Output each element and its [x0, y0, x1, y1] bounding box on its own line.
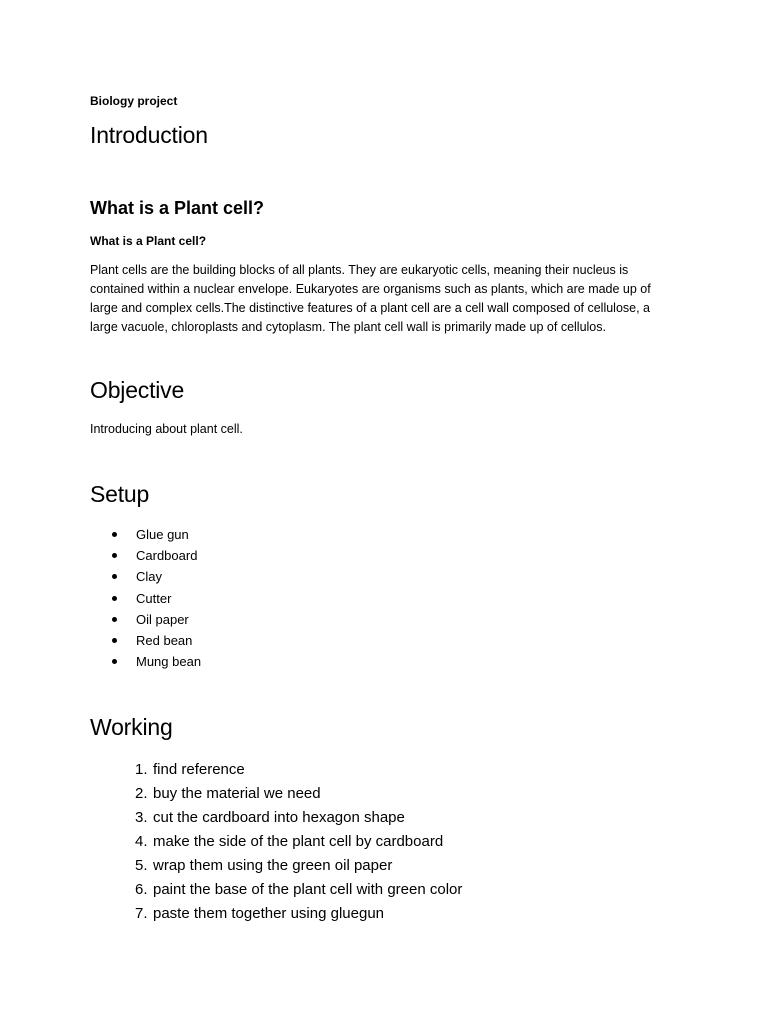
paragraph-line: large and complex cells.The distinctive features of a plant cell are a cell wall composed of cellulose, a	[90, 301, 651, 315]
working-step: 2. buy the material we need	[135, 785, 321, 802]
bullet-icon	[112, 617, 117, 622]
plant-cell-subheading: What is a Plant cell?	[90, 198, 265, 218]
bullet-icon	[112, 659, 117, 664]
working-step: 5. wrap them using the green oil paper	[135, 857, 393, 874]
paragraph-line: large vacuole, chloroplasts and cytoplasm. The plant cell wall is primarily made up of cellulos.	[90, 320, 606, 334]
working-step: 1. find reference	[135, 761, 245, 778]
bullet-icon	[112, 638, 117, 643]
document-page: Biology project Introduction What is a Plant cell? What is a Plant cell? Plant cells are the building blocks of all plants. They are eukaryotic cells, meaning their nucleus is contained within a nuclear envelope. Eukaryotes are organisms such as plants, which are made up of large and complex cells.The distinctive features of a plant cell are a cell wall composed of cellulose, a large vacuole, chloroplasts and cytoplasm. The plant cell wall is primarily made up of cellulos. Objective Introducing about plant cell. Setup Glue gun Cardboard Clay Cutter Oil paper Red bean Mung bean Working 1. find reference 2. buy the material we need 3. cut the cardboard into hexagon shape 4. make the side of the plant cell by cardboard 5. wrap them using the green oil paper 6. paint the base of the plant cell with green color 7. paste them together using gluegun	[0, 0, 768, 1024]
paragraph-line: contained within a nuclear envelope. Eukaryotes are organisms such as plants, which are made up of	[90, 282, 651, 296]
introduction-heading: Introduction	[90, 122, 208, 148]
plant-cell-paragraph	[90, 261, 670, 337]
working-heading: Working	[90, 714, 173, 740]
bullet-icon	[112, 532, 117, 537]
bullet-icon	[112, 596, 117, 601]
working-step: 7. paste them together using gluegun	[135, 905, 384, 922]
objective-text: Introducing about plant cell.	[90, 422, 243, 436]
setup-heading: Setup	[90, 481, 150, 507]
paragraph-line: Plant cells are the building blocks of all plants. They are eukaryotic cells, meaning their nucleus is	[90, 263, 629, 277]
working-step: 4. make the side of the plant cell by cardboard	[135, 833, 444, 850]
working-step: 3. cut the cardboard into hexagon shape	[135, 809, 405, 826]
bullet-icon	[112, 553, 117, 558]
document-label: Biology project	[90, 94, 178, 108]
bullet-icon	[112, 574, 117, 579]
objective-heading: Objective	[90, 377, 185, 403]
working-step: 6. paint the base of the plant cell with green color	[135, 881, 463, 898]
working-steps-list	[135, 758, 462, 926]
plant-cell-minor-heading: What is a Plant cell?	[90, 234, 207, 248]
